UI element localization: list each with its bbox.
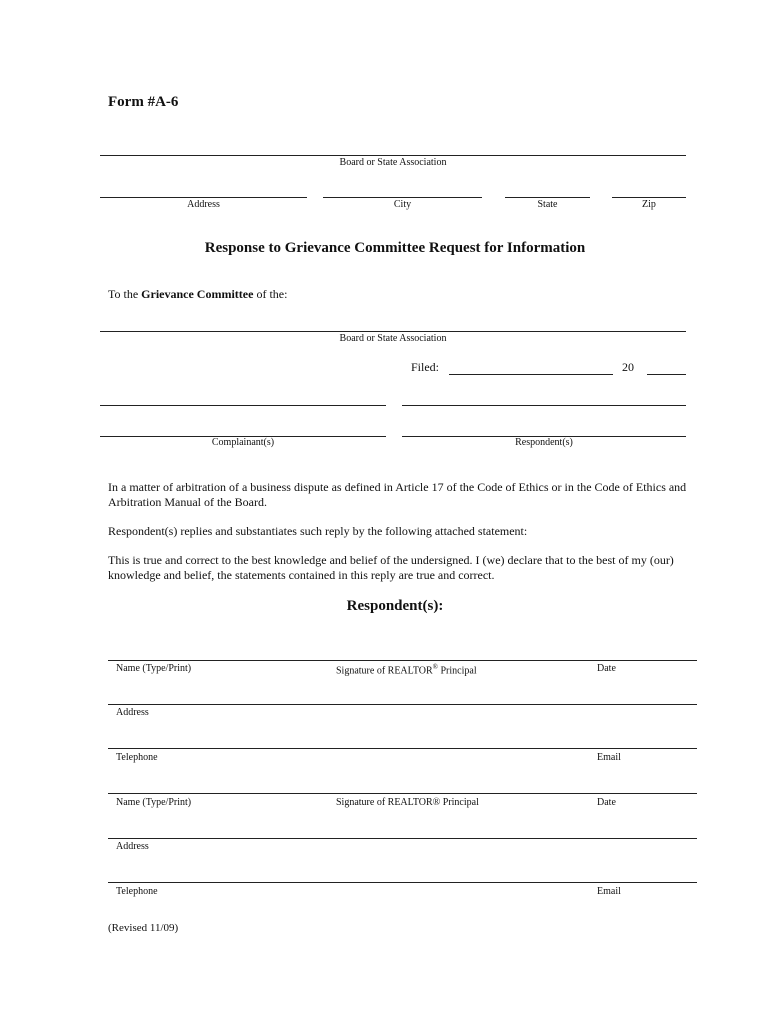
respondent-1-name-label: Name (Type/Print) bbox=[116, 663, 192, 674]
respondent-1-signature-suffix: Principal bbox=[438, 665, 477, 677]
board-association-label: Board or State Association bbox=[339, 157, 447, 168]
city-label: City bbox=[393, 199, 412, 210]
zip-field[interactable] bbox=[612, 197, 686, 198]
respondent-2-email-label: Email bbox=[597, 886, 621, 897]
zip-label: Zip bbox=[642, 199, 656, 210]
respondent-1-signature-text: Signature of REALTOR bbox=[336, 665, 433, 677]
address-label: Address bbox=[187, 199, 220, 210]
filed-year-field[interactable] bbox=[647, 374, 686, 375]
statement-paragraph: Respondent(s) replies and substantiates such reply by the following attached statement: bbox=[108, 524, 528, 538]
respondent-1-telephone-field[interactable] bbox=[108, 748, 697, 749]
to-line-prefix: To the bbox=[108, 287, 142, 301]
address-field[interactable] bbox=[100, 197, 307, 198]
to-line bbox=[108, 287, 287, 302]
board-association-label-2: Board or State Association bbox=[339, 333, 447, 344]
arbitration-paragraph: In a matter of arbitration of a business dispute as defined in Article 17 of the Code of Ethics or in the Code of Ethics and Arbitration Manual of the Board. bbox=[108, 480, 687, 509]
respondent-1-address-label: Address bbox=[116, 707, 149, 718]
respondent-2-address-field[interactable] bbox=[108, 838, 697, 839]
declaration-paragraph: This is true and correct to the best knowledge and belief of the undersigned. I (we) declare that to the best of my (our) knowledge and belief, the statements contained in this reply are true and correct. bbox=[108, 553, 674, 582]
respondent-2-telephone-label: Telephone bbox=[116, 886, 158, 897]
complainant-label: Complainant(s) bbox=[211, 437, 275, 448]
to-line-committee: Grievance Committee bbox=[141, 287, 254, 301]
complainant-field-1[interactable] bbox=[100, 405, 386, 406]
city-field[interactable] bbox=[323, 197, 482, 198]
respondent-1-date-label: Date bbox=[597, 663, 616, 674]
filed-year-prefix: 20 bbox=[622, 360, 634, 374]
to-line-suffix: of the: bbox=[253, 287, 288, 301]
respondent-1-address-field[interactable] bbox=[108, 704, 697, 705]
respondents-heading: Respondent(s): bbox=[346, 598, 444, 614]
respondent-2-name-signature-field[interactable] bbox=[108, 793, 697, 794]
respondent-2-date-label: Date bbox=[597, 797, 616, 808]
respondent-1-telephone-label: Telephone bbox=[116, 752, 158, 763]
respondent-label: Respondent(s) bbox=[515, 437, 573, 448]
filed-label: Filed: bbox=[411, 360, 440, 374]
respondent-1-email-label: Email bbox=[597, 752, 621, 763]
revision-note: (Revised 11/09) bbox=[108, 922, 179, 934]
form-number: Form #A-6 bbox=[108, 94, 179, 110]
registered-mark: ® bbox=[432, 663, 438, 671]
respondent-2-telephone-field[interactable] bbox=[108, 882, 697, 883]
respondent-2-address-label: Address bbox=[116, 841, 149, 852]
board-association-field-2[interactable] bbox=[100, 331, 686, 332]
board-association-field[interactable] bbox=[100, 155, 686, 156]
respondent-2-name-label: Name (Type/Print) bbox=[116, 797, 192, 808]
respondent-1-name-signature-field[interactable] bbox=[108, 660, 697, 661]
respondent-field-1[interactable] bbox=[402, 405, 686, 406]
state-field[interactable] bbox=[505, 197, 590, 198]
form-title: Response to Grievance Committee Request for Information bbox=[204, 240, 586, 256]
filed-date-field[interactable] bbox=[449, 374, 613, 375]
respondent-2-signature-label: Signature of REALTOR® Principal bbox=[336, 797, 479, 808]
state-label: State bbox=[537, 199, 558, 210]
respondent-1-signature-label bbox=[336, 663, 477, 676]
